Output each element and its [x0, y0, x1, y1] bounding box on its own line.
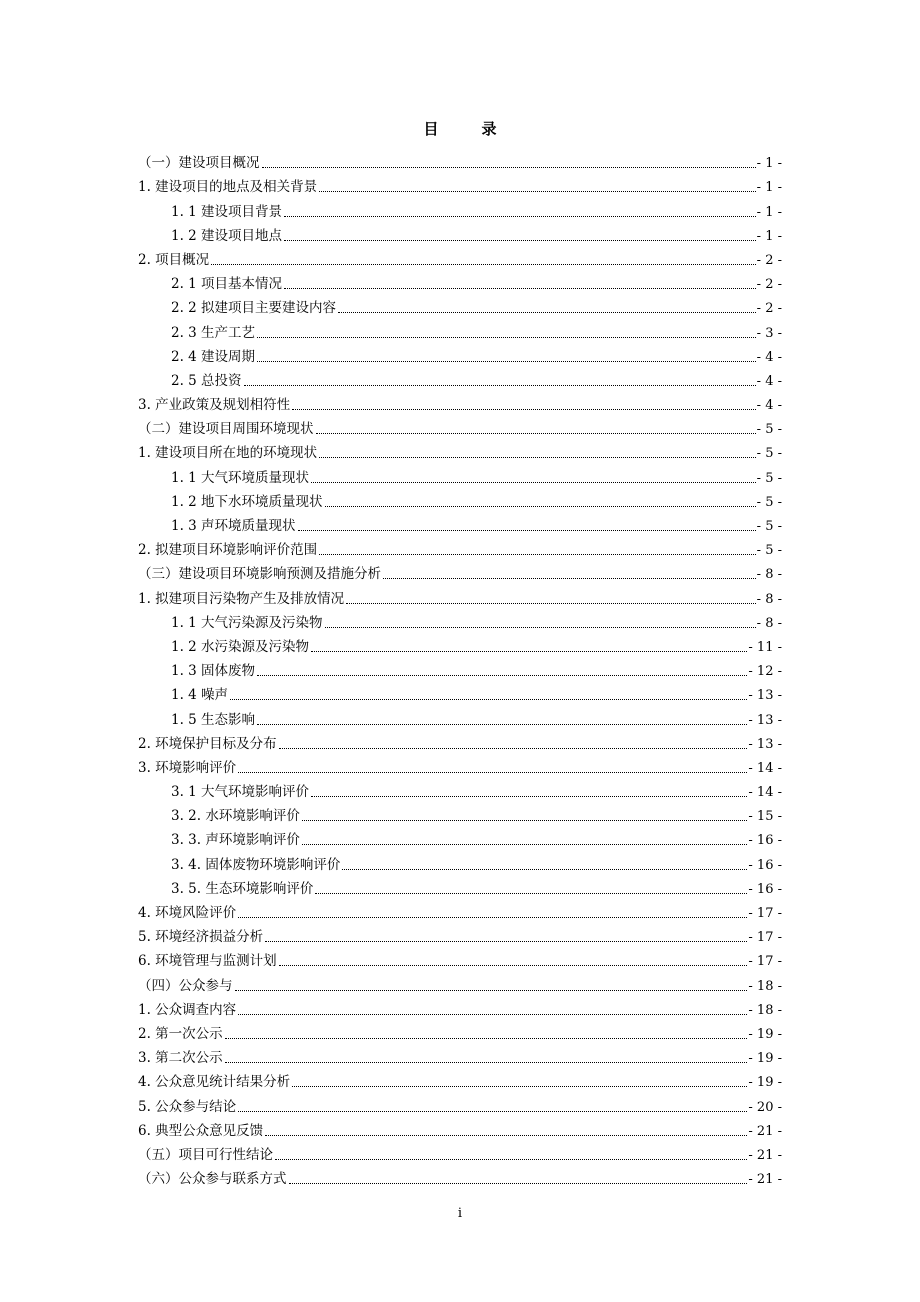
toc-dot-leader	[311, 796, 747, 797]
toc-entry-page: - 19 -	[748, 1051, 782, 1067]
toc-dot-leader	[342, 869, 747, 870]
toc-entry[interactable]	[138, 1140, 782, 1164]
toc-dot-leader	[238, 772, 747, 773]
toc-entry-label: 2. 环境保护目标及分布	[138, 735, 277, 752]
toc-entry-label: 3. 4. 固体废物环境影响评价	[171, 856, 341, 873]
toc-entry[interactable]	[138, 390, 782, 414]
toc-entry-page: - 5 -	[756, 543, 782, 559]
toc-entry[interactable]	[138, 825, 782, 849]
toc-entry-label: 1. 拟建项目污染物产生及排放情况	[138, 590, 345, 607]
toc-entry[interactable]	[138, 293, 782, 317]
toc-entry-label: 2. 4 建设周期	[171, 348, 256, 365]
toc-dot-leader	[257, 361, 756, 362]
toc-entry-label: （二）建设项目周围环境现状	[138, 421, 314, 438]
toc-entry[interactable]	[138, 729, 782, 753]
toc-dot-leader	[257, 337, 756, 338]
toc-dot-leader	[238, 1014, 747, 1015]
toc-entry-label: 3. 2. 水环境影响评价	[171, 808, 300, 825]
toc-entry-page: - 2 -	[756, 301, 782, 317]
toc-entry[interactable]	[138, 414, 782, 438]
toc-entry-page: - 21 -	[748, 1172, 782, 1188]
toc-entry-page: - 13 -	[748, 688, 782, 704]
toc-dot-leader	[316, 433, 756, 434]
toc-entry[interactable]	[138, 1043, 782, 1067]
toc-entry-label: 1. 2 建设项目地点	[171, 227, 283, 244]
toc-entry[interactable]	[138, 970, 782, 994]
toc-entry[interactable]	[138, 632, 782, 656]
toc-entry-label: 3. 5. 生态环境影响评价	[171, 880, 314, 897]
toc-entry-label: 1. 1 大气污染源及污染物	[171, 614, 323, 631]
toc-entry-page: - 8 -	[756, 567, 782, 583]
toc-entry-page: - 17 -	[748, 930, 782, 946]
toc-entry-label: 4. 公众意见统计结果分析	[138, 1074, 291, 1091]
toc-dot-leader	[284, 216, 756, 217]
toc-entry-page: - 12 -	[748, 664, 782, 680]
toc-entry[interactable]	[138, 1019, 782, 1043]
toc-dot-leader	[284, 240, 756, 241]
toc-entry-label: 2. 3 生产工艺	[171, 324, 256, 341]
toc-dot-leader	[311, 482, 756, 483]
toc-dot-leader	[319, 191, 756, 192]
toc-dot-leader	[275, 1159, 747, 1160]
toc-entry[interactable]	[138, 995, 782, 1019]
toc-entry-label: 1. 5 生态影响	[171, 711, 256, 728]
toc-entry-page: - 1 -	[756, 228, 782, 244]
toc-entry-page: - 5 -	[756, 470, 782, 486]
toc-entry[interactable]	[138, 269, 782, 293]
toc-entry[interactable]	[138, 680, 782, 704]
toc-entry-page: - 4 -	[756, 398, 782, 414]
toc-entry-label: 1. 3 固体废物	[171, 663, 256, 680]
toc-entry-page: - 2 -	[756, 252, 782, 268]
toc-dot-leader	[289, 1183, 748, 1184]
toc-entry[interactable]	[138, 777, 782, 801]
toc-entry-label: （五）项目可行性结论	[138, 1146, 273, 1163]
toc-entry-page: - 17 -	[748, 906, 782, 921]
toc-entry[interactable]	[138, 801, 782, 825]
toc-entry[interactable]	[138, 1164, 782, 1188]
toc-entry-label: 1. 2 水污染源及污染物	[171, 638, 310, 655]
toc-entry-label: 1. 公众调查内容	[138, 1001, 237, 1018]
toc-entry-label: 2. 第一次公示	[138, 1025, 223, 1042]
toc-entry-page: - 21 -	[748, 1123, 782, 1139]
toc-entry-page: - 11 -	[748, 639, 782, 655]
toc-entry-page: - 21 -	[748, 1147, 782, 1163]
toc-entry[interactable]	[138, 366, 782, 390]
toc-entry[interactable]	[138, 172, 782, 196]
toc-entry[interactable]	[138, 874, 782, 898]
toc-dot-leader	[325, 506, 756, 507]
toc-dot-leader	[302, 820, 748, 821]
toc-dot-leader	[211, 264, 756, 265]
toc-entry[interactable]	[138, 1067, 782, 1091]
toc-entry[interactable]	[138, 849, 782, 873]
toc-entry-label: 1. 1 大气环境质量现状	[171, 469, 310, 486]
toc-entry-label: 1. 1 建设项目背景	[171, 203, 283, 220]
toc-entry-page: - 16 -	[748, 881, 782, 897]
toc-entry-page: - 16 -	[748, 833, 782, 849]
toc-dot-leader	[225, 1038, 748, 1039]
toc-entry-label: 3. 1 大气环境影响评价	[171, 784, 310, 801]
toc-entry[interactable]	[138, 608, 782, 632]
toc-entry-label: （四）公众参与	[138, 977, 233, 994]
toc-entry-label: 3. 环境影响评价	[138, 759, 237, 776]
toc-entry-page: - 16 -	[748, 857, 782, 873]
toc-entry-page: - 20 -	[748, 1099, 782, 1115]
toc-entry[interactable]	[138, 487, 782, 511]
toc-entry-label: 1. 3 声环境质量现状	[171, 518, 296, 534]
toc-entry-label: （六）公众参与联系方式	[138, 1171, 287, 1188]
toc-entry-label: 1. 2 地下水环境质量现状	[171, 493, 323, 510]
toc-entry[interactable]	[138, 1116, 782, 1140]
toc-entry-page: - 3 -	[756, 325, 782, 341]
toc-dot-leader	[315, 893, 747, 894]
toc-entry-page: - 2 -	[756, 277, 782, 293]
toc-dot-leader	[265, 1135, 747, 1136]
toc-entry-label: 1. 建设项目的地点及相关背景	[138, 179, 318, 196]
toc-entry[interactable]	[138, 898, 782, 922]
toc-dot-leader	[257, 724, 747, 725]
toc-dot-leader	[244, 385, 756, 386]
toc-dot-leader	[284, 288, 756, 289]
toc-entry-page: - 8 -	[756, 591, 782, 607]
toc-dot-leader	[235, 990, 748, 991]
toc-entry[interactable]	[138, 438, 782, 462]
toc-entry-page: - 4 -	[756, 349, 782, 365]
toc-entry[interactable]	[138, 245, 782, 269]
toc-entry[interactable]	[138, 583, 782, 607]
toc-entry-label: 3. 第二次公示	[138, 1050, 223, 1067]
toc-entry-page: - 18 -	[748, 978, 782, 994]
toc-entry[interactable]	[138, 196, 782, 220]
toc-entry-label: 1. 建设项目所在地的环境现状	[138, 445, 318, 462]
page-number: i	[457, 1206, 463, 1221]
toc-dot-leader	[383, 578, 756, 579]
toc-entry-page: - 13 -	[748, 712, 782, 728]
toc-dot-leader	[262, 167, 756, 168]
toc-entry-page: - 13 -	[748, 736, 782, 752]
toc-dot-leader	[302, 844, 748, 845]
toc-dot-leader	[325, 627, 756, 628]
toc-dot-leader	[319, 554, 756, 555]
toc-title: 目 录	[423, 120, 511, 138]
toc-entry-page: - 14 -	[748, 760, 782, 776]
toc-entry-page: - 4 -	[756, 373, 782, 389]
toc-entry-page: - 5 -	[756, 422, 782, 438]
toc-entry[interactable]	[138, 221, 782, 245]
toc-dot-leader	[238, 917, 747, 918]
toc-entry[interactable]	[138, 535, 782, 559]
toc-entry-label: 2. 5 总投资	[171, 372, 242, 389]
toc-entry-page: - 1 -	[756, 156, 782, 172]
toc-entry-page: - 8 -	[756, 615, 782, 631]
toc-entry[interactable]	[138, 753, 782, 777]
toc-entry-label: 5. 公众参与结论	[138, 1098, 237, 1115]
toc-dot-leader	[298, 530, 756, 531]
toc-entry-page: - 1 -	[756, 180, 782, 196]
toc-dot-leader	[279, 965, 748, 966]
toc-entry-label: 2. 2 拟建项目主要建设内容	[171, 300, 337, 317]
toc-entry-page: - 17 -	[748, 954, 782, 970]
toc-entry-page: - 5 -	[756, 494, 782, 510]
toc-entry-page: - 5 -	[756, 446, 782, 462]
toc-entry[interactable]	[138, 148, 782, 172]
toc-dot-leader	[230, 699, 747, 700]
toc-dot-leader	[292, 1086, 747, 1087]
toc-entry-label: 2. 项目概况	[138, 251, 210, 268]
toc-entry-label: 4. 环境风险评价	[138, 905, 237, 921]
toc-entry[interactable]	[138, 317, 782, 341]
toc-dot-leader	[225, 1062, 748, 1063]
toc-entry-label: 3. 产业政策及规划相符性	[138, 397, 291, 414]
toc-dot-leader	[265, 941, 747, 942]
toc-dot-leader	[346, 603, 756, 604]
toc-entry[interactable]	[138, 1091, 782, 1115]
toc-entry-page: - 19 -	[748, 1026, 782, 1042]
toc-entry-page: - 19 -	[748, 1075, 782, 1091]
toc-entry[interactable]	[138, 922, 782, 946]
toc-entry-page: - 5 -	[756, 519, 782, 534]
toc-entry[interactable]	[138, 946, 782, 970]
toc-entry-page: - 15 -	[748, 809, 782, 825]
toc-entry-page: - 14 -	[748, 785, 782, 801]
toc-entry-page: - 1 -	[756, 204, 782, 220]
toc-entry-label: 5. 环境经济损益分析	[138, 929, 264, 946]
toc-entry-label: 3. 3. 声环境影响评价	[171, 832, 300, 849]
toc-dot-leader	[279, 748, 748, 749]
toc-entry[interactable]	[138, 656, 782, 680]
toc-entry[interactable]	[138, 511, 782, 535]
toc-entry-label: （一）建设项目概况	[138, 155, 260, 172]
toc-entry[interactable]	[138, 462, 782, 486]
toc-entry-label: 2. 拟建项目环境影响评价范围	[138, 542, 318, 559]
toc-dot-leader	[319, 457, 756, 458]
toc-entry-label: 6. 环境管理与监测计划	[138, 953, 277, 970]
toc-entry-label: （三）建设项目环境影响预测及措施分析	[138, 566, 381, 583]
toc-entry-label: 2. 1 项目基本情况	[171, 276, 283, 293]
toc-dot-leader	[238, 1111, 747, 1112]
toc-entry-label: 6. 典型公众意见反馈	[138, 1122, 264, 1139]
toc-entry[interactable]	[138, 342, 782, 366]
toc-entry[interactable]	[138, 704, 782, 728]
toc-list	[138, 148, 782, 1188]
toc-dot-leader	[292, 409, 756, 410]
toc-dot-leader	[257, 675, 747, 676]
toc-entry-page: - 18 -	[748, 1002, 782, 1018]
toc-dot-leader	[338, 312, 756, 313]
toc-entry[interactable]	[138, 559, 782, 583]
toc-dot-leader	[311, 651, 747, 652]
toc-entry-label: 1. 4 噪声	[171, 687, 229, 704]
